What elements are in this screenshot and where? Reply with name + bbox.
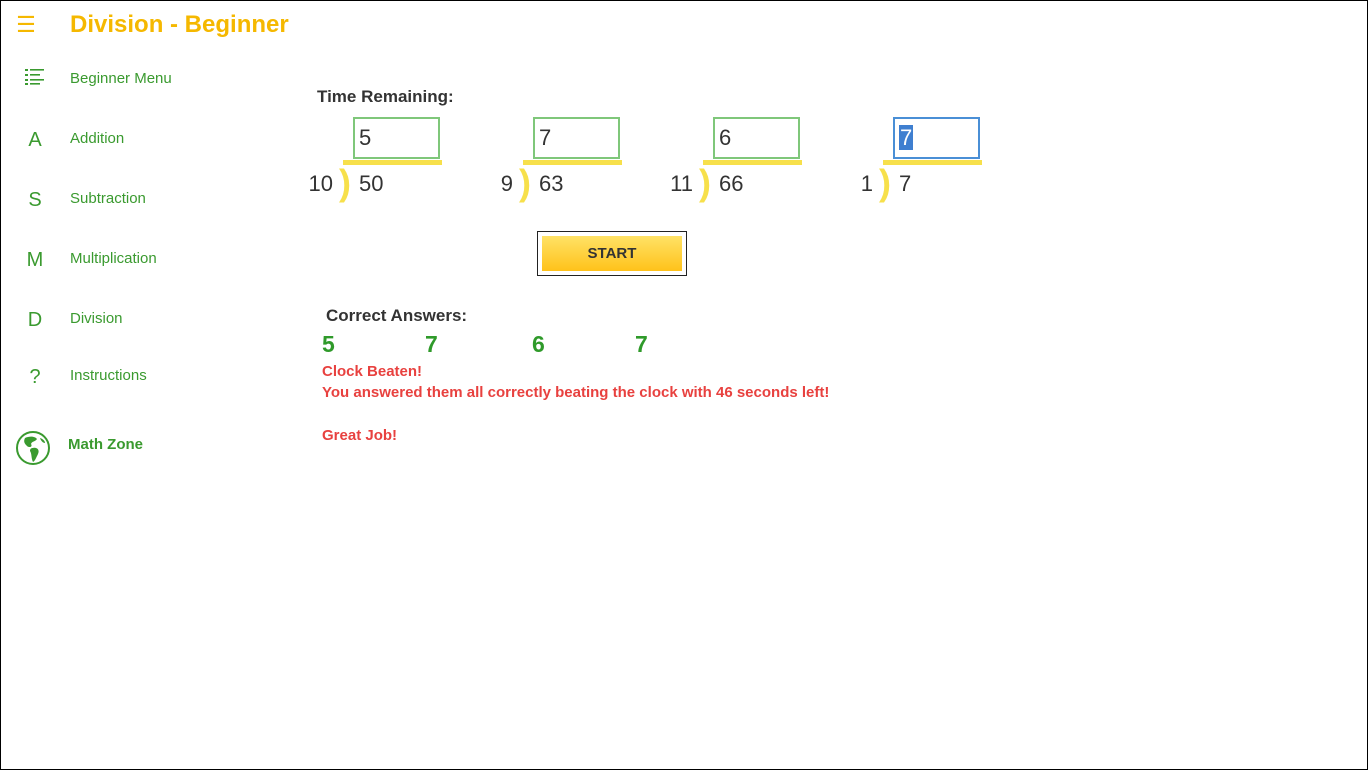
page-title: Division - Beginner: [70, 11, 289, 38]
answer-value: 7: [539, 125, 552, 150]
answer-field[interactable]: [713, 117, 800, 159]
answer-value: 7: [900, 125, 913, 150]
sidebar-item-label: Subtraction: [70, 190, 146, 207]
dividend: 50: [359, 171, 384, 196]
sidebar-item-label: Addition: [70, 130, 125, 147]
dividend: 7: [899, 171, 912, 196]
correct-answer: 7: [425, 331, 438, 357]
division-problem: [301, 117, 501, 207]
letter-m-icon: M: [26, 249, 44, 271]
answer-value: 6: [719, 125, 732, 150]
sidebar-item-label: Multiplication: [70, 250, 157, 267]
division-bar: [703, 160, 802, 165]
letter-a-icon: A: [28, 129, 42, 151]
start-button[interactable]: START: [542, 236, 682, 271]
result-message-detail: You answered them all correctly beating the clock with 46 seconds left!: [322, 384, 830, 401]
dividend: 63: [539, 171, 564, 196]
sidebar-item-multiplication[interactable]: [1, 240, 261, 280]
sidebar-item-label: Instructions: [70, 367, 147, 384]
division-bracket: ): [879, 162, 891, 203]
sidebar-item-label: Division: [70, 310, 123, 327]
answer-field[interactable]: [893, 117, 980, 159]
correct-answers-label: Correct Answers:: [326, 306, 468, 325]
letter-s-icon: S: [28, 189, 42, 211]
answer-field[interactable]: [353, 117, 440, 159]
question-icon: ?: [29, 366, 41, 388]
sidebar-item-label: Math Zone: [68, 436, 143, 453]
result-message-title: Clock Beaten!: [322, 363, 423, 380]
sidebar-item-division[interactable]: [1, 300, 261, 340]
result-message-praise: Great Job!: [322, 427, 398, 444]
sidebar-item-label: Beginner Menu: [70, 70, 172, 87]
sidebar-item-beginner-menu[interactable]: [1, 60, 261, 100]
correct-answer: 6: [532, 331, 545, 357]
sidebar-item-math-zone[interactable]: [1, 426, 261, 466]
sidebar-item-subtraction[interactable]: [1, 180, 261, 220]
division-bracket: ): [339, 162, 351, 203]
hamburger-icon[interactable]: ☰: [16, 12, 36, 37]
letter-d-icon: D: [27, 309, 43, 331]
division-bar: [883, 160, 982, 165]
divisor: 9: [500, 171, 513, 196]
division-bracket: ): [519, 162, 531, 203]
sidebar-item-addition[interactable]: [1, 120, 261, 160]
correct-answer: 5: [322, 331, 335, 357]
divisor: 10: [308, 171, 333, 196]
division-problem: [481, 117, 681, 207]
correct-answer: 7: [635, 331, 648, 357]
dividend: 66: [719, 171, 744, 196]
division-bracket: ): [699, 162, 711, 203]
time-remaining-label: Time Remaining:: [317, 87, 454, 106]
list-icon: [23, 68, 47, 92]
answer-value: 5: [359, 125, 372, 150]
division-bar: [343, 160, 442, 165]
globe-icon: [15, 430, 51, 466]
answer-field[interactable]: [533, 117, 620, 159]
sidebar-item-instructions[interactable]: [1, 357, 261, 397]
division-bar: [523, 160, 622, 165]
division-problem: [841, 117, 1041, 207]
start-button-frame: [537, 231, 687, 276]
division-problem: [661, 117, 861, 207]
divisor: 11: [670, 171, 693, 196]
divisor: 1: [860, 171, 873, 196]
